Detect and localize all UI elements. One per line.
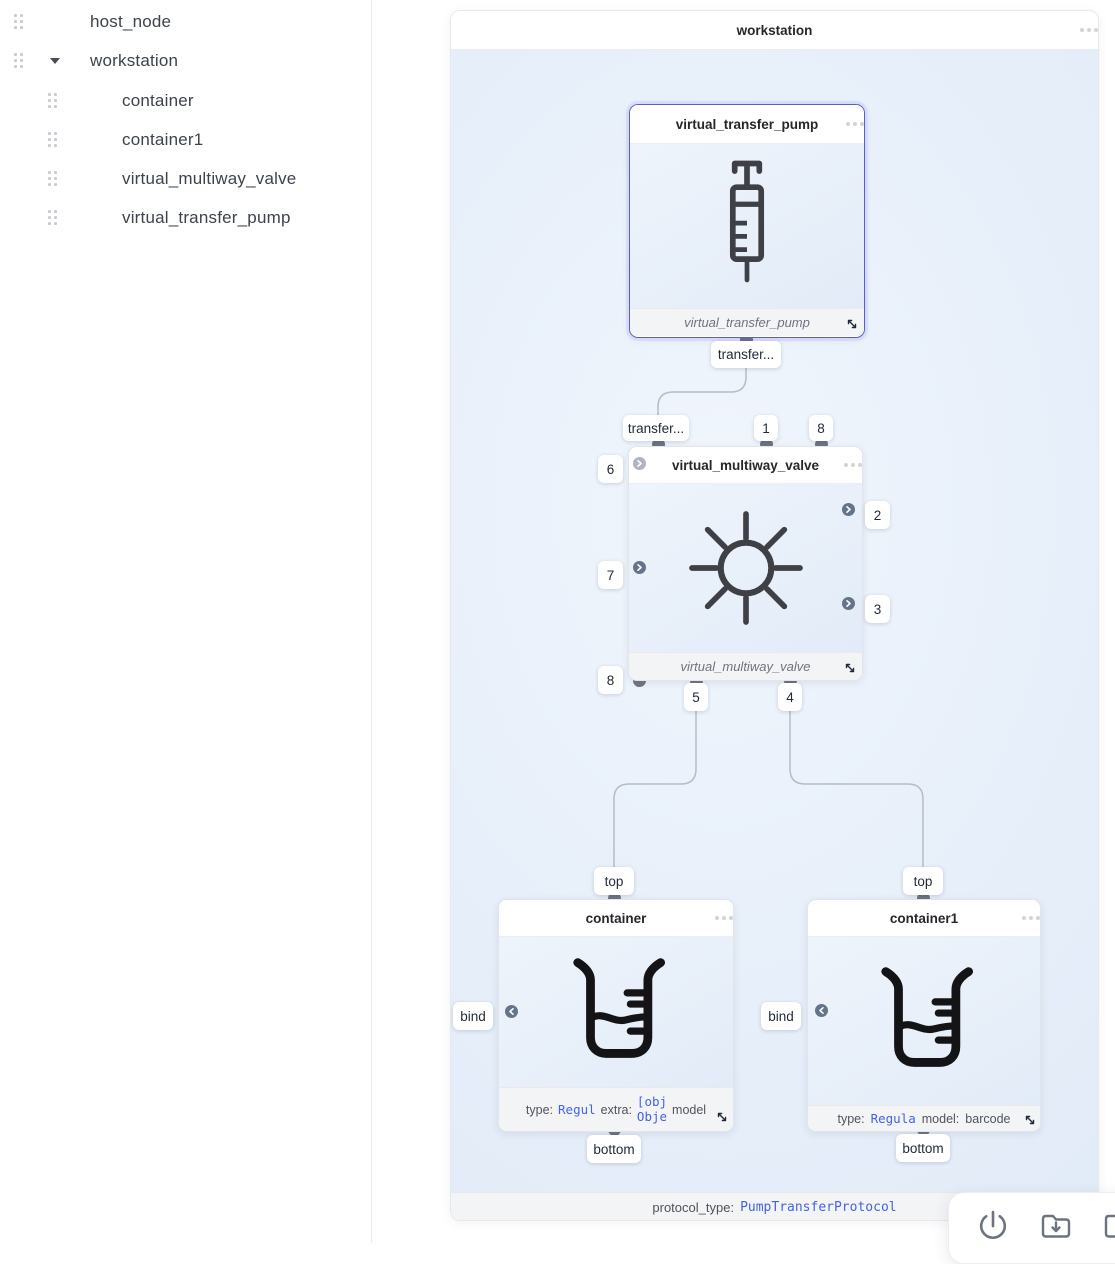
port-dot-valve-6[interactable]	[633, 457, 646, 470]
port-label-container1-bottom[interactable]: bottom	[896, 1134, 950, 1162]
port-label-valve-7[interactable]: 7	[598, 561, 623, 589]
port-label-valve-2[interactable]: 2	[865, 501, 890, 529]
folder-download-icon[interactable]	[1038, 1207, 1074, 1243]
drag-handle-icon[interactable]	[48, 171, 58, 187]
port-dot-container-bind[interactable]	[505, 1005, 518, 1018]
node-container1[interactable]	[807, 899, 1041, 1132]
tree-item-label: workstation	[90, 51, 179, 70]
node-menu-icon[interactable]	[844, 463, 848, 467]
port-label-container-bottom[interactable]: bottom	[587, 1135, 641, 1163]
node-menu-icon[interactable]	[846, 122, 850, 126]
beaker-icon	[873, 963, 975, 1079]
node-body	[808, 937, 1040, 1105]
chevron-left-icon	[815, 1004, 828, 1017]
resize-handle-icon[interactable]	[716, 1111, 728, 1123]
power-icon[interactable]	[975, 1207, 1011, 1243]
field-label-type: type:	[525, 1102, 554, 1117]
node-title: virtual_transfer_pump	[675, 116, 819, 132]
node-body	[629, 484, 862, 652]
port-label-pump-transfer[interactable]: transfer...	[711, 341, 781, 368]
chevron-right-icon	[633, 561, 646, 574]
drag-handle-icon[interactable]	[14, 14, 24, 30]
node-footer	[808, 1105, 1040, 1131]
port-label-valve-5[interactable]: 5	[684, 683, 708, 711]
resize-handle-icon[interactable]	[846, 318, 858, 330]
node-footer	[630, 308, 864, 336]
drag-handle-icon[interactable]	[48, 93, 58, 109]
node-body	[499, 937, 733, 1087]
node-menu-icon[interactable]	[1022, 916, 1026, 920]
drag-handle-icon[interactable]	[14, 53, 24, 69]
protocol-type-label: protocol_type:	[652, 1199, 735, 1215]
node-container[interactable]	[498, 899, 734, 1132]
canvas-toolbar	[948, 1192, 1115, 1264]
node-menu-icon[interactable]	[715, 916, 719, 920]
resize-handle-icon[interactable]	[844, 662, 856, 674]
port-label-container1-bind[interactable]: bind	[761, 1002, 801, 1030]
node-header[interactable]	[499, 900, 733, 937]
tree-item-label: container	[122, 91, 194, 110]
port-dot-container1-bind[interactable]	[815, 1004, 828, 1017]
protocol-type-value: PumpTransferProtocol	[740, 1199, 897, 1215]
folder-partial-icon[interactable]	[1101, 1207, 1115, 1243]
node-footer-name: virtual_transfer_pump	[684, 315, 810, 330]
port-label-container1-top[interactable]: top	[903, 867, 943, 895]
field-label-extra: extra:	[600, 1102, 632, 1117]
resize-handle-icon[interactable]	[1024, 1114, 1036, 1126]
field-value-type: Regula	[870, 1111, 916, 1126]
field-value-extra-line2: Obje	[636, 1108, 668, 1124]
port-label-valve-8-left[interactable]: 8	[598, 666, 623, 694]
port-label-valve-6[interactable]: 6	[598, 455, 623, 483]
tree-item-label: virtual_multiway_valve	[122, 169, 297, 188]
node-header[interactable]	[630, 105, 864, 144]
tree-item-label: virtual_transfer_pump	[122, 208, 291, 227]
field-label-model: model:	[921, 1111, 960, 1126]
edge-valve5-to-container[interactable]	[614, 681, 696, 897]
syringe-icon	[723, 155, 771, 297]
caret-down-icon[interactable]	[50, 58, 60, 64]
drag-handle-icon[interactable]	[48, 210, 58, 226]
workstation-panel	[450, 10, 1099, 1221]
node-footer-name: virtual_multiway_valve	[680, 659, 811, 674]
workstation-title: workstation	[736, 22, 813, 38]
valve-sun-icon	[685, 507, 807, 629]
port-label-valve-8-top[interactable]: 8	[809, 415, 833, 441]
chevron-right-icon	[842, 503, 855, 516]
node-header[interactable]	[629, 447, 862, 484]
port-label-valve-transfer[interactable]: transfer...	[623, 415, 689, 441]
port-label-container-top[interactable]: top	[594, 867, 634, 895]
drag-handle-icon[interactable]	[48, 132, 58, 148]
node-title: container1	[889, 910, 959, 926]
field-value-extra-line1: [obj	[636, 1094, 668, 1110]
field-value-model: barcode	[965, 1111, 1011, 1126]
tree-item-label: container1	[122, 130, 204, 149]
node-virtual-multiway-valve[interactable]	[628, 446, 863, 681]
port-label-valve-1[interactable]: 1	[754, 415, 778, 441]
chevron-right-icon	[842, 597, 855, 610]
node-header[interactable]	[808, 900, 1040, 937]
node-title: container	[585, 910, 647, 926]
beaker-icon	[565, 954, 667, 1070]
edge-valve4-to-container1[interactable]	[790, 681, 923, 897]
node-tree-sidebar	[0, 0, 372, 1243]
node-footer	[499, 1087, 733, 1131]
chevron-left-icon	[505, 1005, 518, 1018]
port-label-container-bind[interactable]: bind	[453, 1002, 493, 1030]
node-footer	[629, 652, 862, 680]
node-title: virtual_multiway_valve	[671, 457, 820, 473]
chevron-right-icon	[633, 457, 646, 470]
port-label-valve-3[interactable]: 3	[865, 595, 890, 623]
port-label-valve-4[interactable]: 4	[778, 683, 802, 711]
tree-item-label: host_node	[90, 12, 172, 31]
node-virtual-transfer-pump[interactable]	[629, 104, 865, 338]
port-dot-valve-7[interactable]	[633, 561, 646, 574]
field-label-model: model	[672, 1102, 707, 1117]
field-value-type: Regul	[558, 1102, 596, 1117]
field-label-type: type:	[837, 1111, 865, 1126]
port-dot-valve-2[interactable]	[842, 503, 855, 516]
port-dot-valve-3[interactable]	[842, 597, 855, 610]
node-body	[630, 144, 864, 308]
